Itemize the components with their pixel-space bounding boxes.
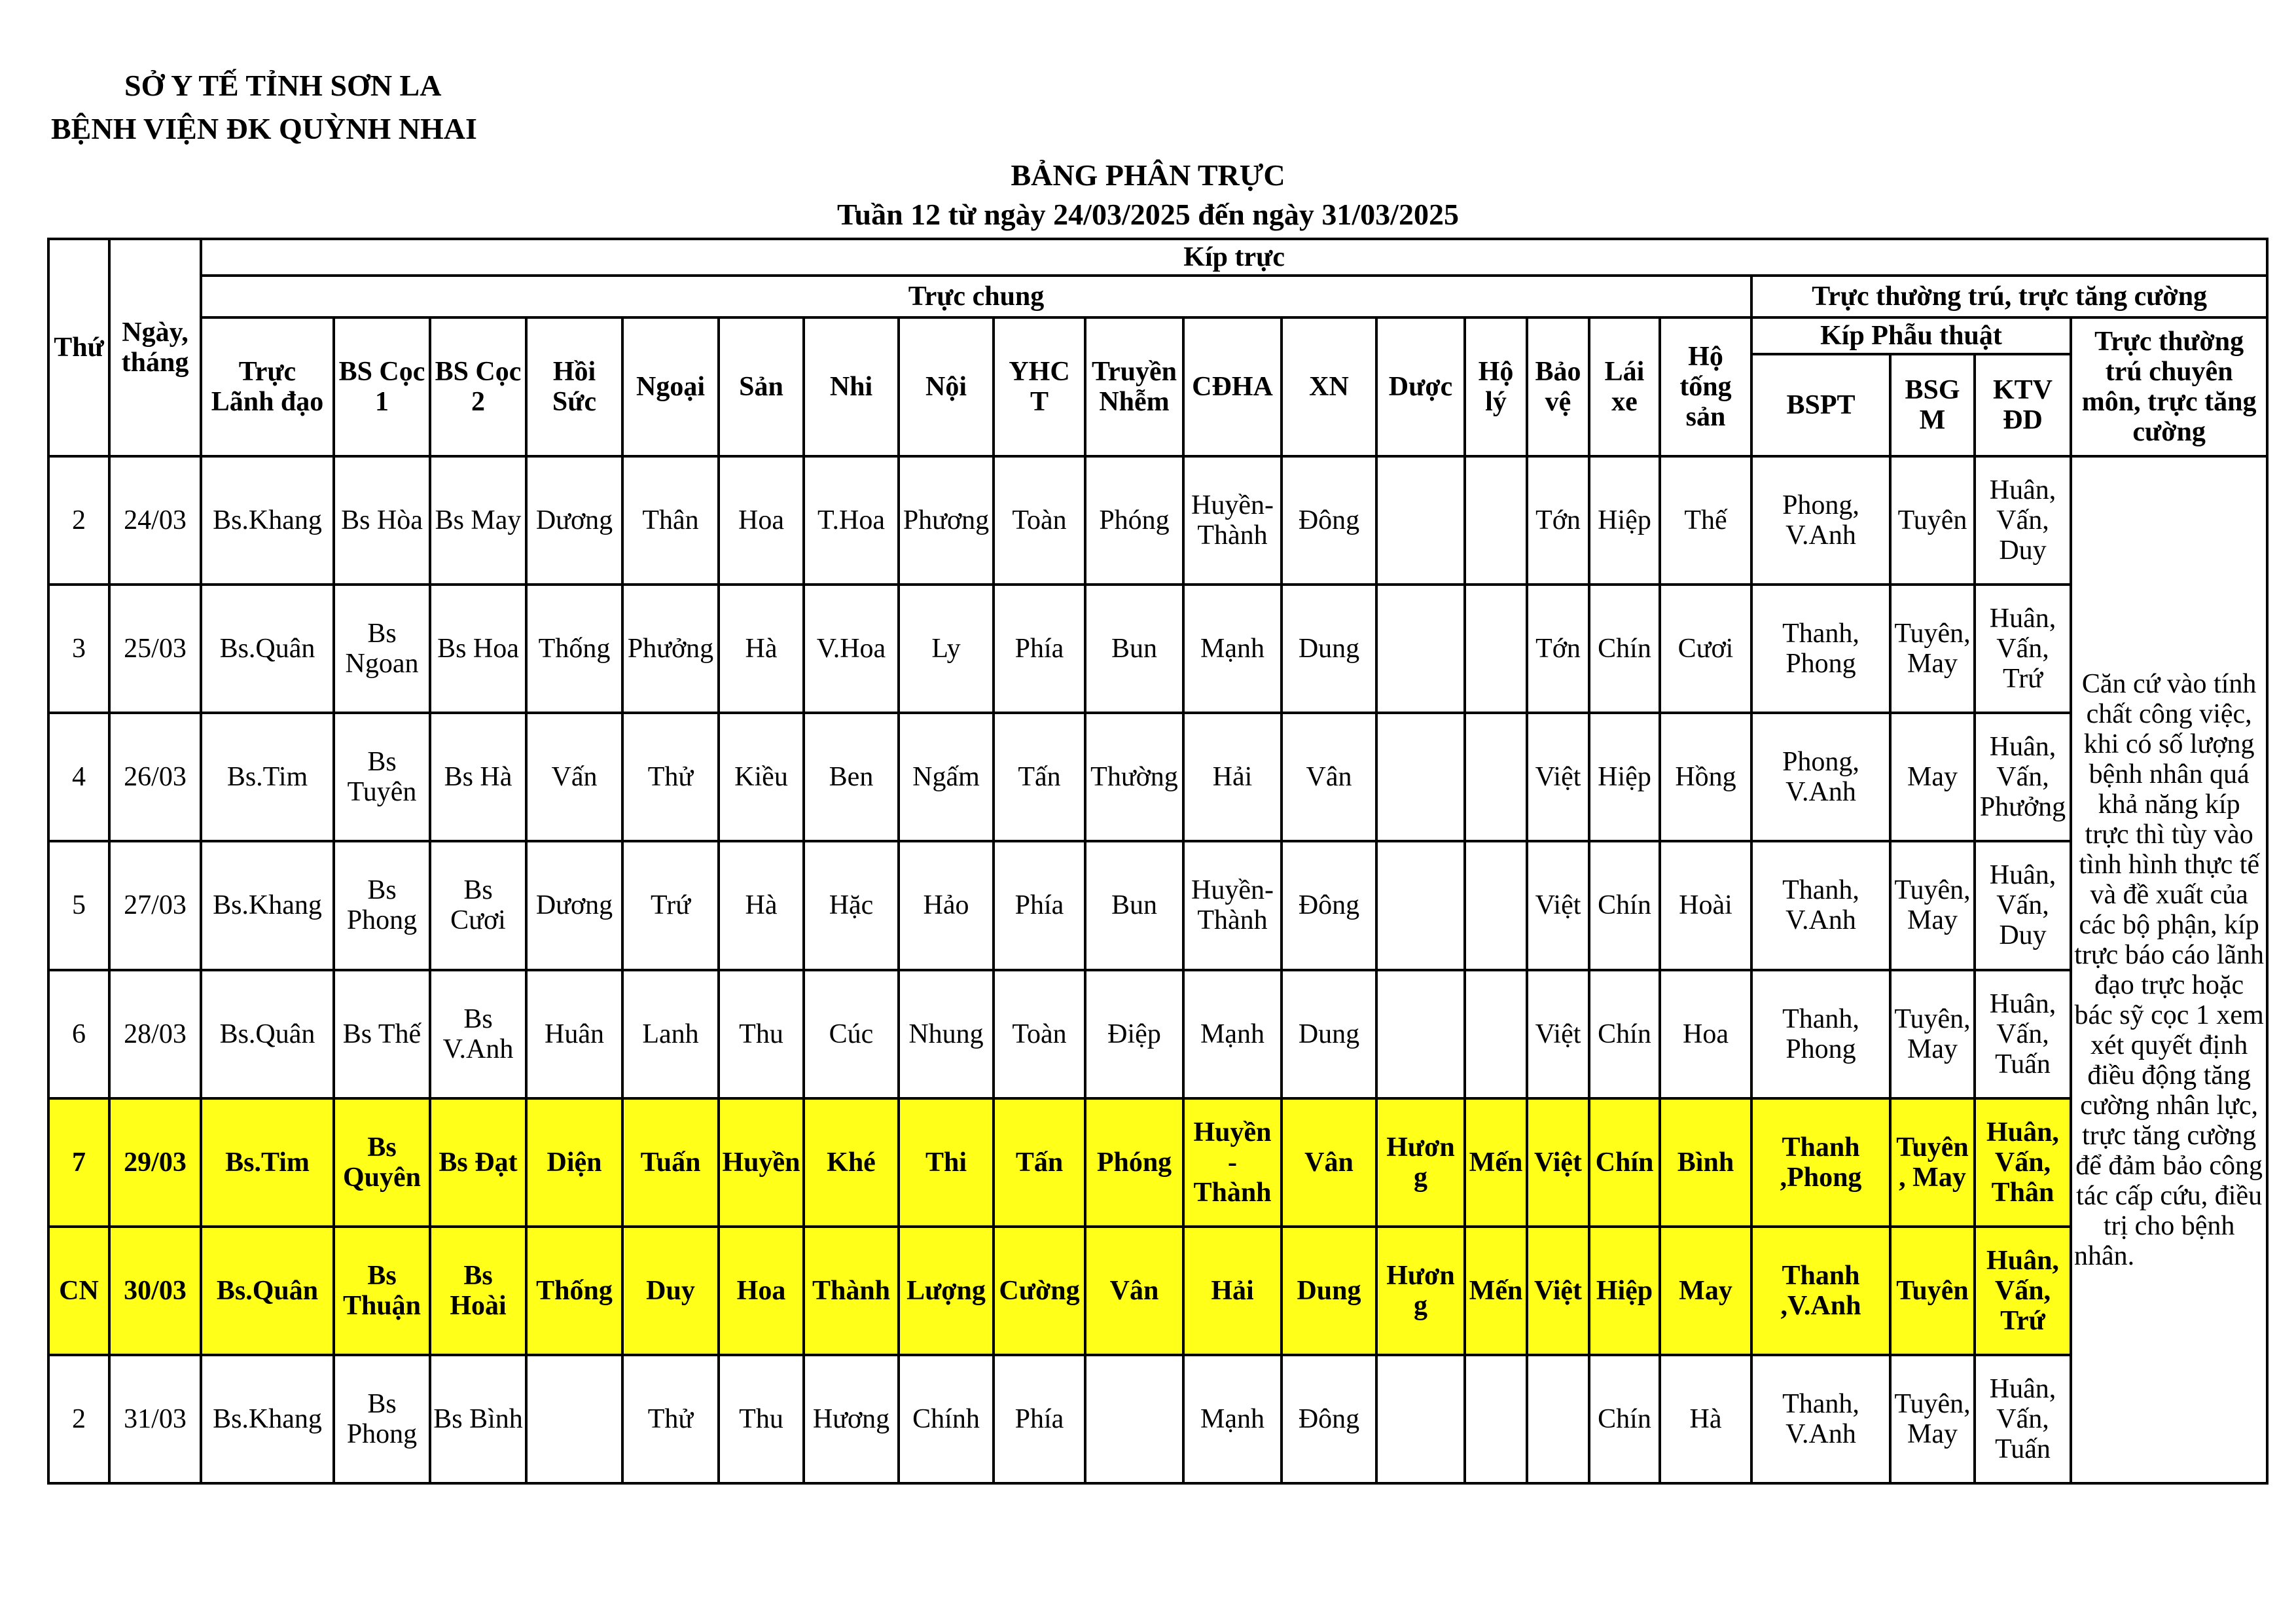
cell-duty: Hương: [1376, 1098, 1465, 1227]
cell-duty: Bs Hà: [430, 713, 526, 841]
table-row: [48, 841, 2267, 969]
cell-surgery: Phong, V.Anh: [1751, 713, 1890, 841]
cell-duty: T.Hoa: [804, 456, 899, 585]
cell-thu: CN: [48, 1227, 109, 1355]
header-col-14: Bảo vệ: [1527, 317, 1589, 456]
cell-surgery: Huân, Vấn, Tuấn: [1975, 970, 2071, 1098]
cell-duty: Vân: [1282, 713, 1376, 841]
cell-ngay: 26/03: [109, 713, 201, 841]
header-truc-thuong-tru-chuyen-mon: Trực thường trú chuyên môn, trực tăng cường: [2071, 317, 2267, 456]
cell-duty: Tấn: [994, 713, 1085, 841]
header-col-10: CĐHA: [1183, 317, 1282, 456]
cell-surgery: Huân, Vấn, Duy: [1975, 456, 2071, 585]
cell-surgery: Huân, Vấn, Duy: [1975, 841, 2071, 969]
cell-duty: [1376, 585, 1465, 713]
cell-ngay: 27/03: [109, 841, 201, 969]
header-col-3: Hồi Sức: [526, 317, 622, 456]
cell-duty: Thử: [622, 1355, 719, 1483]
cell-duty: Bs Ngoan: [334, 585, 430, 713]
cell-duty: Hương: [1376, 1227, 1465, 1355]
cell-duty: [1465, 713, 1527, 841]
cell-duty: Cúc: [804, 970, 899, 1098]
page-title: BẢNG PHÂN TRỰC: [1011, 158, 1285, 192]
cell-duty: Bs Thuận: [334, 1227, 430, 1355]
cell-duty: Huyền-Thành: [1183, 456, 1282, 585]
table-row: [48, 713, 2267, 841]
cell-duty: Hoài: [1660, 841, 1751, 969]
cell-ngay: 25/03: [109, 585, 201, 713]
cell-duty: Ben: [804, 713, 899, 841]
cell-duty: Phía: [994, 841, 1085, 969]
cell-duty: Thường: [1085, 713, 1183, 841]
header-kip-truc: Kíp trực: [201, 239, 2267, 276]
cell-duty: Bun: [1085, 841, 1183, 969]
cell-duty: Dương: [526, 456, 622, 585]
header-col-15: Lái xe: [1589, 317, 1660, 456]
cell-duty: Duy: [622, 1227, 719, 1355]
header-col-4: Ngoại: [622, 317, 719, 456]
cell-duty: Hiệp: [1589, 1227, 1660, 1355]
table-row: [48, 1098, 2267, 1227]
header-surgery-2: KTV ĐD: [1975, 354, 2071, 456]
cell-thu: 6: [48, 970, 109, 1098]
cell-duty: Toàn: [994, 456, 1085, 585]
cell-duty: [1465, 456, 1527, 585]
header-col-13: Hộ lý: [1465, 317, 1527, 456]
cell-duty: Bs Hoa: [430, 585, 526, 713]
cell-duty: Mến: [1465, 1227, 1527, 1355]
cell-duty: Bình: [1660, 1098, 1751, 1227]
cell-thu: 3: [48, 585, 109, 713]
table-row: [48, 585, 2267, 713]
cell-duty: [1465, 585, 1527, 713]
cell-duty: Bs.Khang: [201, 841, 334, 969]
cell-duty: [1376, 1355, 1465, 1483]
cell-duty: Chín: [1589, 841, 1660, 969]
cell-duty: Thống: [526, 1227, 622, 1355]
cell-duty: Bs May: [430, 456, 526, 585]
header-col-6: Nhi: [804, 317, 899, 456]
cell-duty: Thế: [1660, 456, 1751, 585]
cell-duty: Mến: [1465, 1098, 1527, 1227]
org-line-department: SỞ Y TẾ TỈNH SƠN LA: [124, 69, 442, 102]
cell-duty: Thu: [719, 970, 804, 1098]
cell-duty: [526, 1355, 622, 1483]
cell-duty: [1376, 713, 1465, 841]
cell-surgery: Tuyên: [1890, 1227, 1975, 1355]
table-row: [48, 1227, 2267, 1355]
header-col-1: BS Cọc 1: [334, 317, 430, 456]
cell-duty: Đông: [1282, 1355, 1376, 1483]
cell-duty: Bs Đạt: [430, 1098, 526, 1227]
header-col-2: BS Cọc 2: [430, 317, 526, 456]
cell-duty: Phưởng: [622, 585, 719, 713]
cell-duty: Tớn: [1527, 585, 1589, 713]
cell-duty: Mạnh: [1183, 585, 1282, 713]
cell-duty: Cươi: [1660, 585, 1751, 713]
cell-surgery: Thanh, V.Anh: [1751, 1355, 1890, 1483]
cell-duty: Chín: [1589, 970, 1660, 1098]
cell-surgery: Tuyên, May: [1890, 1355, 1975, 1483]
cell-duty: Dung: [1282, 585, 1376, 713]
cell-duty: Tấn: [994, 1098, 1085, 1227]
cell-duty: Việt: [1527, 1098, 1589, 1227]
cell-duty: Bs Phong: [334, 1355, 430, 1483]
cell-duty: Bs.Tim: [201, 1098, 334, 1227]
cell-duty: Lanh: [622, 970, 719, 1098]
cell-duty: Thân: [622, 456, 719, 585]
cell-duty: Ly: [899, 585, 994, 713]
cell-duty: Bs Quyên: [334, 1098, 430, 1227]
cell-duty: Dung: [1282, 970, 1376, 1098]
cell-thu: 5: [48, 841, 109, 969]
cell-duty: Hương: [804, 1355, 899, 1483]
header-kip-phau-thuat: Kíp Phẫu thuật: [1751, 317, 2071, 354]
cell-duty: Bs V.Anh: [430, 970, 526, 1098]
header-surgery-0: BSPT: [1751, 354, 1890, 456]
cell-duty: Huyền-Thành: [1183, 841, 1282, 969]
cell-duty: Bs Cươi: [430, 841, 526, 969]
cell-surgery: Tuyên, May: [1890, 970, 1975, 1098]
cell-duty: Hà: [719, 585, 804, 713]
cell-duty: Vân: [1282, 1098, 1376, 1227]
cell-duty: Chín: [1589, 585, 1660, 713]
cell-duty: [1376, 970, 1465, 1098]
cell-duty: Phương: [899, 456, 994, 585]
cell-duty: Vân: [1085, 1227, 1183, 1355]
cell-duty: Hoa: [1660, 970, 1751, 1098]
header-col-5: Sản: [719, 317, 804, 456]
org-line-hospital: BỆNH VIỆN ĐK QUỲNH NHAI: [51, 112, 477, 145]
cell-duty: Việt: [1527, 713, 1589, 841]
cell-thu: 2: [48, 1355, 109, 1483]
header-col-8: YHC T: [994, 317, 1085, 456]
cell-duty: Điệp: [1085, 970, 1183, 1098]
cell-duty: Chính: [899, 1355, 994, 1483]
cell-duty: Diện: [526, 1098, 622, 1227]
cell-duty: [1527, 1355, 1589, 1483]
cell-duty: Mạnh: [1183, 1355, 1282, 1483]
header-ngay-thang: Ngày, tháng: [109, 239, 201, 456]
table-row: [48, 970, 2267, 1098]
cell-duty: Bs Bình: [430, 1355, 526, 1483]
cell-surgery: Thanh, V.Anh: [1751, 841, 1890, 969]
cell-ngay: 24/03: [109, 456, 201, 585]
cell-duty: [1465, 1355, 1527, 1483]
cell-duty: Bs.Tim: [201, 713, 334, 841]
cell-duty: Huyền: [719, 1098, 804, 1227]
cell-duty: Tuấn: [622, 1098, 719, 1227]
cell-duty: Thi: [899, 1098, 994, 1227]
cell-duty: [1376, 841, 1465, 969]
cell-duty: [1465, 970, 1527, 1098]
cell-duty: Đông: [1282, 841, 1376, 969]
cell-duty: Nhung: [899, 970, 994, 1098]
header-col-0: Trực Lãnh đạo: [201, 317, 334, 456]
cell-duty: Phóng: [1085, 456, 1183, 585]
cell-duty: Chín: [1589, 1098, 1660, 1227]
cell-ngay: 31/03: [109, 1355, 201, 1483]
header-col-7: Nội: [899, 317, 994, 456]
cell-duty: Chín: [1589, 1355, 1660, 1483]
cell-duty: Bs.Khang: [201, 1355, 334, 1483]
header-col-9: Truyền Nhễm: [1085, 317, 1183, 456]
cell-duty: Dương: [526, 841, 622, 969]
cell-duty: Phía: [994, 1355, 1085, 1483]
cell-duty: Cường: [994, 1227, 1085, 1355]
cell-surgery: Tuyên , May: [1890, 1098, 1975, 1227]
cell-surgery: Tuyên, May: [1890, 585, 1975, 713]
cell-surgery: May: [1890, 713, 1975, 841]
cell-duty: [1465, 841, 1527, 969]
schedule-table: [47, 238, 2269, 1485]
cell-ngay: 29/03: [109, 1098, 201, 1227]
cell-surgery: Thanh, Phong: [1751, 585, 1890, 713]
cell-duty: Ngấm: [899, 713, 994, 841]
cell-duty: Hải: [1183, 713, 1282, 841]
header-truc-thuong-tru: Trực thường trú, trực tăng cường: [1751, 276, 2267, 317]
cell-duty: Thử: [622, 713, 719, 841]
page-subtitle: Tuần 12 từ ngày 24/03/2025 đến ngày 31/03/2025: [837, 198, 1459, 231]
cell-duty: Hà: [1660, 1355, 1751, 1483]
cell-duty: Kiều: [719, 713, 804, 841]
cell-duty: Bs.Quân: [201, 1227, 334, 1355]
cell-thu: 7: [48, 1098, 109, 1227]
cell-duty: Lượng: [899, 1227, 994, 1355]
cell-duty: Dung: [1282, 1227, 1376, 1355]
cell-duty: Bs.Khang: [201, 456, 334, 585]
cell-duty: Bs Hoài: [430, 1227, 526, 1355]
cell-duty: Bs Phong: [334, 841, 430, 969]
cell-duty: May: [1660, 1227, 1751, 1355]
header-surgery-1: BSG M: [1890, 354, 1975, 456]
cell-surgery: Thanh ,Phong: [1751, 1098, 1890, 1227]
cell-duty: Phóng: [1085, 1098, 1183, 1227]
cell-surgery: Phong, V.Anh: [1751, 456, 1890, 585]
cell-surgery: Huân, Vấn, Thân: [1975, 1098, 2071, 1227]
cell-duty: Bun: [1085, 585, 1183, 713]
cell-duty: Huyền - Thành: [1183, 1098, 1282, 1227]
cell-duty: Hặc: [804, 841, 899, 969]
header-truc-chung: Trực chung: [201, 276, 1751, 317]
cell-duty: Mạnh: [1183, 970, 1282, 1098]
cell-surgery: Tuyên: [1890, 456, 1975, 585]
cell-duty: Huân: [526, 970, 622, 1098]
cell-duty: Toàn: [994, 970, 1085, 1098]
cell-surgery: Huân, Vấn, Tuấn: [1975, 1355, 2071, 1483]
cell-duty: Hảo: [899, 841, 994, 969]
cell-duty: [1085, 1355, 1183, 1483]
cell-surgery: Huân, Vấn, Trứ: [1975, 1227, 2071, 1355]
cell-duty: Hiệp: [1589, 456, 1660, 585]
cell-duty: Bs.Quân: [201, 970, 334, 1098]
cell-duty: Hiệp: [1589, 713, 1660, 841]
cell-ngay: 28/03: [109, 970, 201, 1098]
cell-duty: Bs Tuyên: [334, 713, 430, 841]
cell-duty: Bs Hòa: [334, 456, 430, 585]
cell-duty: Vấn: [526, 713, 622, 841]
cell-ngay: 30/03: [109, 1227, 201, 1355]
cell-duty: Thống: [526, 585, 622, 713]
cell-thu: 4: [48, 713, 109, 841]
cell-duty: Việt: [1527, 841, 1589, 969]
cell-surgery: Thanh ,V.Anh: [1751, 1227, 1890, 1355]
header-col-11: XN: [1282, 317, 1376, 456]
cell-duty: Thành: [804, 1227, 899, 1355]
cell-duty: Bs Thế: [334, 970, 430, 1098]
cell-surgery: Tuyên, May: [1890, 841, 1975, 969]
cell-duty: Hoa: [719, 1227, 804, 1355]
cell-duty: Hoa: [719, 456, 804, 585]
cell-surgery: Huân, Vấn, Trứ: [1975, 585, 2071, 713]
cell-duty: Hải: [1183, 1227, 1282, 1355]
cell-duty: Trứ: [622, 841, 719, 969]
cell-duty: Phía: [994, 585, 1085, 713]
cell-duty: Hà: [719, 841, 804, 969]
header-thu: Thứ: [48, 239, 109, 456]
note-cell: Căn cứ vào tính chất công việc, khi có số lượng bệnh nhân quá khả năng kíp trực thì tùy vào tình hình thực tế và đề xuất của các bộ phận, kíp trực báo cáo lãnh đạo trực hoặc bác sỹ cọc 1 xem xét quyết định điều động tăng cường nhân lực, trực tăng cường để đảm bảo công tác cấp cứu, điều trị cho bệnh nhân.: [2071, 456, 2267, 1483]
cell-duty: Khé: [804, 1098, 899, 1227]
cell-duty: Bs.Quân: [201, 585, 334, 713]
cell-duty: Tớn: [1527, 456, 1589, 585]
cell-duty: Hồng: [1660, 713, 1751, 841]
cell-thu: 2: [48, 456, 109, 585]
cell-duty: V.Hoa: [804, 585, 899, 713]
cell-duty: Việt: [1527, 970, 1589, 1098]
table-row: [48, 456, 2267, 585]
cell-duty: Thu: [719, 1355, 804, 1483]
header-col-16: Hộ tống sản: [1660, 317, 1751, 456]
cell-surgery: Huân, Vấn, Phưởng: [1975, 713, 2071, 841]
cell-duty: Việt: [1527, 1227, 1589, 1355]
cell-duty: Đông: [1282, 456, 1376, 585]
header-col-12: Dược: [1376, 317, 1465, 456]
cell-surgery: Thanh, Phong: [1751, 970, 1890, 1098]
cell-duty: [1376, 456, 1465, 585]
table-row: [48, 1355, 2267, 1483]
